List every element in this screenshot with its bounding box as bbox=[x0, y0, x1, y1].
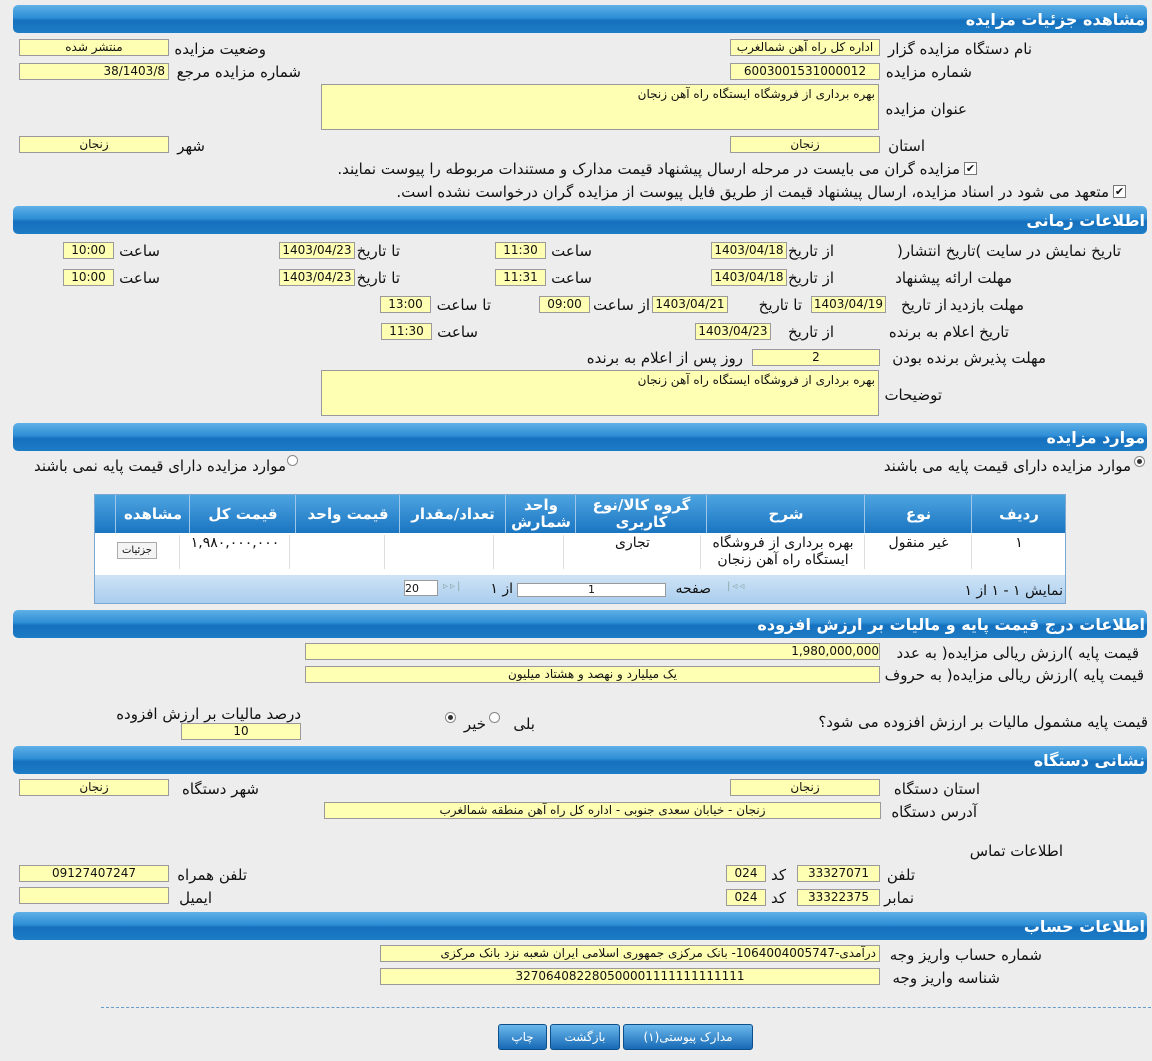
price-words-label: قیمت پایه )ارزش ریالی مزایده( به حروف bbox=[884, 666, 1144, 684]
price-num-field[interactable]: 1,980,000,000 bbox=[305, 643, 880, 660]
grid-pager bbox=[95, 575, 1065, 603]
org-address-field[interactable]: زنجان - خیابان سعدی جنوبی - اداره کل راه آهن منطقه شمالغرب bbox=[324, 802, 881, 819]
ref-number-label: شماره مزایده مرجع bbox=[176, 63, 301, 81]
col-desc: شرح bbox=[706, 495, 865, 533]
cell-group: تجاری bbox=[563, 535, 701, 569]
desc-field[interactable]: بهره برداری از فروشگاه ایستگاه راه آهن زنجان bbox=[321, 370, 879, 416]
offer-label: مهلت ارائه پیشنهاد bbox=[895, 269, 1012, 287]
publish-from-label: از تاریخ bbox=[787, 242, 834, 260]
col-qty: تعداد/مقدار bbox=[399, 495, 506, 533]
visit-from-label: از تاریخ bbox=[900, 296, 947, 314]
offer-to-hour-label: ساعت bbox=[119, 269, 160, 287]
visit-to-label: تا تاریخ bbox=[758, 296, 802, 314]
mobile-label: تلفن همراه bbox=[177, 866, 247, 884]
status-label: وضعیت مزایده bbox=[174, 40, 266, 58]
vat-yes-radio[interactable] bbox=[489, 712, 500, 723]
section-header-account: اطلاعات حساب bbox=[13, 912, 1147, 940]
col-type: نوع bbox=[864, 495, 972, 533]
announce-label: تاریخ اعلام به برنده bbox=[888, 323, 1009, 341]
fax-code-field[interactable]: 024 bbox=[726, 889, 766, 906]
announce-from-label: از تاریخ bbox=[787, 323, 834, 341]
page-of: از ۱ bbox=[490, 581, 513, 597]
publish-label: تاریخ نمایش در سایت )تاریخ انتشار( bbox=[897, 242, 1121, 260]
items-grid-header bbox=[95, 495, 1065, 533]
cell-desc: بهره برداری از فروشگاه ایستگاه راه آهن زنجان bbox=[700, 535, 865, 569]
visit-to-time[interactable]: 13:00 bbox=[380, 296, 431, 313]
fax-code-label: کد bbox=[770, 889, 786, 907]
visit-to-hour-label: تا ساعت bbox=[436, 296, 491, 314]
number-label: شماره مزایده bbox=[885, 63, 972, 81]
org-province-field[interactable]: زنجان bbox=[730, 779, 880, 796]
publish-to-hour-label: ساعت bbox=[119, 242, 160, 260]
org-address-label: آدرس دستگاه bbox=[891, 803, 977, 821]
publish-from-hour-label: ساعت bbox=[551, 242, 592, 260]
account-field[interactable]: درآمدی-1064004005747- بانک مرکزی جمهوری اسلامی ایران شعبه نزد بانک مرکزی bbox=[380, 945, 880, 962]
cell-total: ۱,۹۸۰,۰۰۰,۰۰۰ bbox=[179, 535, 290, 569]
visit-from-time[interactable]: 09:00 bbox=[539, 296, 590, 313]
pager-first-icon[interactable]: |◃◃ bbox=[727, 581, 747, 592]
accept-days-text: روز پس از اعلام به برنده bbox=[586, 349, 743, 367]
announce-date[interactable]: 1403/04/23 bbox=[695, 323, 771, 340]
offer-from-label: از تاریخ bbox=[787, 269, 834, 287]
col-view: مشاهده bbox=[115, 495, 190, 533]
announce-time[interactable]: 11:30 bbox=[381, 323, 432, 340]
print-button[interactable]: چاپ bbox=[498, 1024, 547, 1050]
contact-title: اطلاعات تماس bbox=[969, 842, 1063, 860]
cell-index: ۱ bbox=[971, 535, 1066, 569]
province-field[interactable]: زنجان bbox=[730, 136, 880, 153]
mobile-field[interactable]: 09127407247 bbox=[19, 865, 169, 882]
city-field[interactable]: زنجان bbox=[19, 136, 169, 153]
price-num-label: قیمت پایه )ارزش ریالی مزایده( به عدد bbox=[896, 644, 1139, 662]
visit-label: مهلت بازدید bbox=[949, 296, 1024, 314]
vat-yes-label: بلی bbox=[513, 715, 535, 733]
with-base-price-label: موارد مزایده دارای قیمت پایه می باشند bbox=[883, 457, 1131, 475]
col-unit: واحد شمارش bbox=[505, 495, 576, 533]
price-words-field[interactable]: یک میلیارد و نهصد و هشتاد میلیون bbox=[305, 666, 880, 683]
items-grid bbox=[94, 494, 1066, 604]
without-base-price-radio[interactable] bbox=[287, 455, 298, 466]
cell-qty bbox=[384, 535, 494, 569]
phone-code-field[interactable]: 024 bbox=[726, 865, 766, 882]
offer-from-hour-label: ساعت bbox=[551, 269, 592, 287]
org-city-field[interactable]: زنجان bbox=[19, 779, 169, 796]
vat-no-label: خیر bbox=[463, 715, 486, 733]
fax-field[interactable]: 33322375 bbox=[797, 889, 880, 906]
publish-from-time[interactable]: 11:30 bbox=[495, 242, 546, 259]
accept-days-field[interactable]: 2 bbox=[752, 349, 880, 366]
section-header-time: اطلاعات زمانی bbox=[13, 206, 1147, 234]
announce-hour-label: ساعت bbox=[437, 323, 478, 341]
title-label: عنوان مزایده bbox=[885, 100, 967, 118]
publish-from-date[interactable]: 1403/04/18 bbox=[711, 242, 787, 259]
number-field[interactable]: 6003001531000012 bbox=[730, 63, 880, 80]
page-label: صفحه bbox=[675, 581, 711, 597]
vat-question: قیمت پایه مشمول مالیات بر ارزش افزوده می شود؟ bbox=[818, 713, 1148, 731]
cell-type: غیر منقول bbox=[864, 535, 972, 569]
vat-percent-label: درصد مالیات بر ارزش افزوده bbox=[116, 705, 301, 723]
section-header-address: نشانی دستگاه bbox=[13, 746, 1147, 774]
phone-code-label: کد bbox=[770, 866, 786, 884]
publish-to-time[interactable]: 10:00 bbox=[63, 242, 114, 259]
visit-from-hour-label: از ساعت bbox=[593, 296, 650, 314]
org-field[interactable]: اداره کل راه آهن شمالغرب bbox=[730, 39, 880, 56]
city-label: شهر bbox=[177, 137, 205, 155]
section-header-items: موارد مزایده bbox=[13, 423, 1147, 451]
fax-label: نمابر bbox=[884, 889, 914, 907]
status-field[interactable]: منتشر شده bbox=[19, 39, 169, 56]
grid-showing: نمایش ۱ - ۱ از ۱ bbox=[964, 583, 1063, 599]
col-index: ردیف bbox=[971, 495, 1066, 533]
pager-last-icon[interactable]: ▹▹| bbox=[443, 581, 463, 592]
phone-field[interactable]: 33327071 bbox=[797, 865, 880, 882]
section-header-details: مشاهده جزئیات مزایده bbox=[13, 5, 1147, 33]
ref-number-field[interactable]: 38/1403/8 bbox=[19, 63, 169, 80]
no-file-offer-checkbox[interactable]: ✔ bbox=[1114, 185, 1125, 198]
attachment-required-text: مزایده گران می بایست در مرحله ارسال پیشنهاد قیمت مدارک و مستندات مربوطه را پیوست نمایند. bbox=[337, 160, 960, 178]
account-label: شماره حساب واریز وجه bbox=[889, 946, 1042, 964]
visit-from-date[interactable]: 1403/04/19 bbox=[811, 296, 886, 313]
offer-to-date[interactable]: 1403/04/23 bbox=[279, 269, 355, 286]
visit-to-date[interactable]: 1403/04/21 bbox=[652, 296, 728, 313]
publish-to-date[interactable]: 1403/04/23 bbox=[279, 242, 355, 259]
org-label: نام دستگاه مزایده گزار bbox=[887, 40, 1032, 58]
province-label: استان bbox=[888, 137, 925, 155]
org-city-label: شهر دستگاه bbox=[181, 780, 259, 798]
back-button[interactable]: بازگشت bbox=[550, 1024, 620, 1050]
with-base-price-radio[interactable] bbox=[1134, 456, 1145, 467]
details-button[interactable]: جزئیات bbox=[117, 542, 157, 559]
without-base-price-label: موارد مزایده دارای قیمت پایه نمی باشند bbox=[34, 457, 286, 475]
desc-label: توضیحات bbox=[884, 386, 942, 404]
offer-to-time[interactable]: 10:00 bbox=[63, 269, 114, 286]
vat-no-radio[interactable] bbox=[445, 712, 456, 723]
col-group: گروه کالا/نوع کاربری bbox=[575, 495, 707, 533]
offer-from-date[interactable]: 1403/04/18 bbox=[711, 269, 787, 286]
col-total: قیمت کل bbox=[189, 495, 296, 533]
offer-from-time[interactable]: 11:31 bbox=[495, 269, 546, 286]
email-field[interactable] bbox=[19, 887, 169, 904]
offer-to-label: تا تاریخ bbox=[356, 269, 400, 287]
divider bbox=[101, 1007, 1151, 1008]
page-size-input[interactable]: 20 bbox=[404, 580, 438, 596]
cell-unit-price bbox=[289, 535, 385, 569]
title-field[interactable]: بهره برداری از فروشگاه ایستگاه راه آهن زنجان bbox=[321, 84, 879, 130]
publish-to-label: تا تاریخ bbox=[356, 242, 400, 260]
attachments-button[interactable]: مدارک پیوستی(۱) bbox=[623, 1024, 753, 1050]
phone-label: تلفن bbox=[886, 866, 915, 884]
attachment-required-checkbox[interactable]: ✔ bbox=[965, 162, 976, 175]
no-file-offer-text: متعهد می شود در اسناد مزایده، ارسال پیشنهاد قیمت از طریق فایل پیوست از مزایده گران درخواست نشده است. bbox=[396, 183, 1109, 201]
col-unit-price: قیمت واحد bbox=[295, 495, 400, 533]
cell-view bbox=[95, 535, 179, 569]
section-header-price: اطلاعات درج قیمت پایه و مالیات بر ارزش افزوده bbox=[13, 610, 1147, 638]
org-province-label: استان دستگاه bbox=[893, 780, 980, 798]
cell-unit bbox=[493, 535, 564, 569]
payment-id-label: شناسه واریز وجه bbox=[892, 969, 1000, 987]
email-label: ایمیل bbox=[179, 889, 212, 907]
accept-label: مهلت پذیرش برنده بودن bbox=[892, 349, 1046, 367]
page-input[interactable]: 1 bbox=[517, 583, 666, 597]
vat-percent-field[interactable]: 10 bbox=[181, 723, 301, 740]
payment-id-field[interactable]: 327064082280500001111111111111 bbox=[380, 968, 880, 985]
